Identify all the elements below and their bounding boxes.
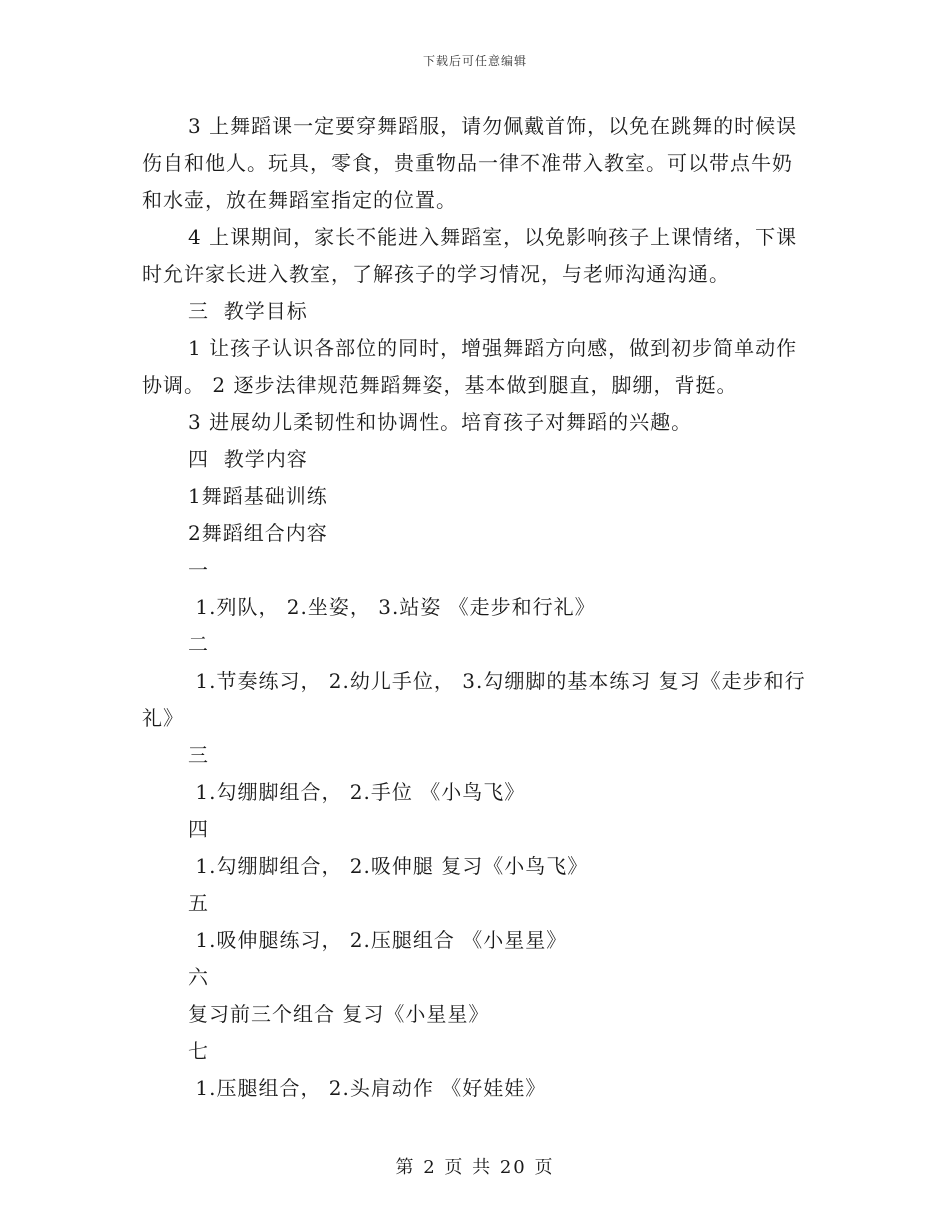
- lesson-label-1: 一: [188, 558, 209, 582]
- lesson-content-2: 1.节奏练习， 2.幼儿手位， 3.勾绷脚的基本练习 复习《走步和行礼》: [142, 669, 806, 730]
- content-item-2: 2舞蹈组合内容: [188, 521, 328, 545]
- lesson-content-6: 复习前三个组合 复习《小星星》: [188, 1002, 490, 1026]
- lesson-content-5: 1.吸伸腿练习， 2.压腿组合 《小星星》: [188, 928, 568, 952]
- lesson-content-1: 1.列队， 2.坐姿， 3.站姿 《走步和行礼》: [188, 595, 596, 619]
- lesson-content-7: 1.压腿组合， 2.头肩动作 《好娃娃》: [188, 1076, 547, 1100]
- lesson-label-3: 三: [188, 743, 209, 767]
- content-item-1: 1舞蹈基础训练: [188, 484, 328, 508]
- lesson-label-2: 二: [188, 632, 209, 656]
- paragraph-rule-3: 3 上舞蹈课一定要穿舞蹈服，请勿佩戴首饰，以免在跳舞的时候误伤自和他人。玩具，零食，贵重物品一律不准带入教室。可以带点牛奶和水壶，放在舞蹈室指定的位置。: [142, 114, 798, 212]
- page-footer: 第 2 页 共 20 页: [395, 1157, 555, 1178]
- paragraph-goal-3: 3 进展幼儿柔韧性和协调性。培育孩子对舞蹈的兴趣。: [188, 410, 693, 434]
- lesson-label-7: 七: [188, 1039, 209, 1063]
- page-header: 下载后可任意编辑: [422, 54, 527, 68]
- lesson-label-6: 六: [188, 965, 209, 989]
- paragraph-rule-4: 4 上课期间，家长不能进入舞蹈室，以免影响孩子上课情绪，下课时允许家长进入教室，了解孩子的学习情况，与老师沟通沟通。: [142, 225, 798, 286]
- section-heading-content: 四 教学内容: [188, 447, 308, 471]
- paragraph-goals-1-2: 1 让孩子认识各部位的同时，增强舞蹈方向感，做到初步简单动作协调。 2 逐步法律规范舞蹈舞姿，基本做到腿直，脚绷，背挺。: [142, 336, 798, 397]
- section-heading-goals: 三 教学目标: [188, 299, 308, 323]
- lesson-label-5: 五: [188, 891, 209, 915]
- lesson-content-3: 1.勾绷脚组合， 2.手位 《小鸟飞》: [188, 780, 526, 804]
- lesson-label-4: 四: [188, 817, 209, 841]
- lesson-content-4: 1.勾绷脚组合， 2.吸伸腿 复习《小鸟飞》: [188, 854, 589, 878]
- document-body: [142, 108, 812, 1107]
